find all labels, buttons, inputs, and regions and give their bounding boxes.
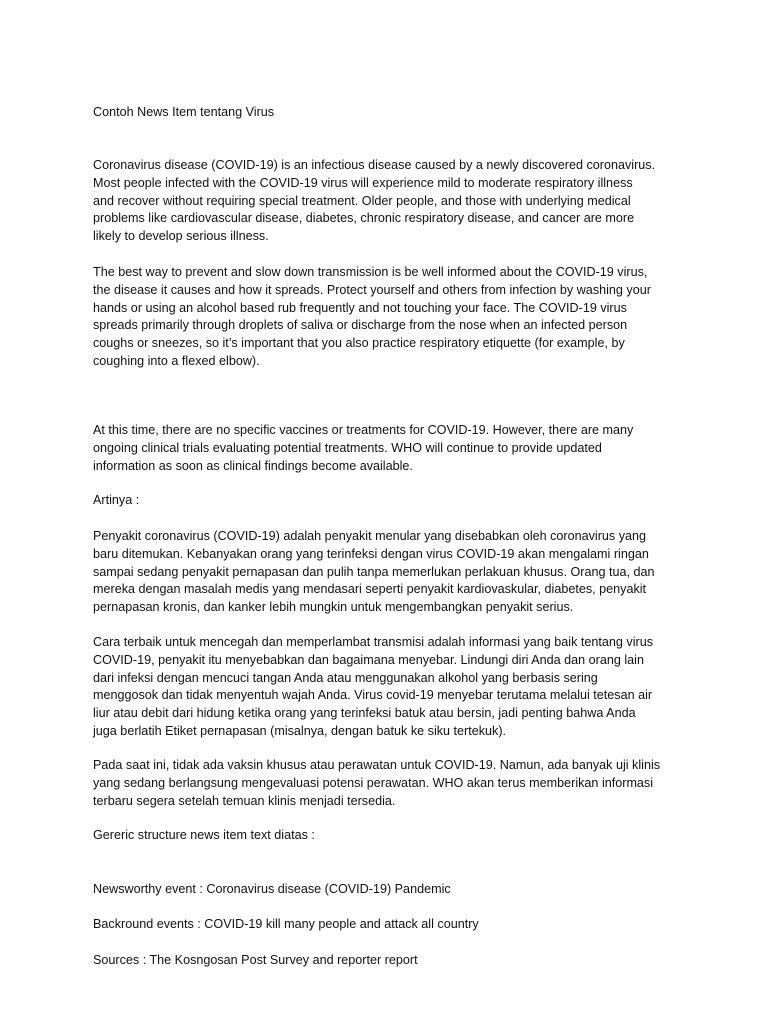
indonesian-paragraph-3: Pada saat ini, tidak ada vaksin khusus atau perawatan untuk COVID-19. Namun, ada banyak uji klinis yang sedang berlangsung mengevaluasi potensi perawatan. WHO akan terus memberikan informasi terbaru segera setelah temuan klinis menjadi tersedia. — [93, 758, 661, 808]
english-paragraph-1: Coronavirus disease (COVID-19) is an infectious disease caused by a newly discovered coronavirus. Most people infected with the COVID-19 virus will experience mild to moderate respiratory illness and recover without requiring special treatment. Older people, and those with underlying medical problems like cardiovascular disease, diabetes, chronic respiratory disease, and cancer are more likely to develop serious illness. — [93, 158, 656, 244]
structure-item-newsworthy-event: Newsworthy event : Coronavirus disease (COVID-19) Pandemic — [93, 881, 451, 896]
structure-item-sources: Sources : The Kosngosan Post Survey and reporter report — [93, 952, 418, 967]
structure-list — [93, 863, 683, 988]
english-paragraph-2: The best way to prevent and slow down transmission is be well informed about the COVID-19 virus, the disease it causes and how it spreads. Protect yourself and others from infection by washing your hands or using an alcohol based rub frequently and not touching your face. The COVID-19 virus spreads primarily through droplets of saliva or discharge from the nose when an infected person coughs or sneezes, so it’s important that you also practice respiratory etiquette (for example, by coughing into a flexed elbow). — [93, 265, 651, 368]
structure-item-background-events: Backround events : COVID-19 kill many people and attack all country — [93, 917, 479, 932]
indonesian-paragraph-1: Penyakit coronavirus (COVID-19) adalah penyakit menular yang disebabkan oleh coronavirus yang baru ditemukan. Kebanyakan orang yang terinfeksi dengan virus COVID-19 akan mengalami ringan sampai sedang penyakit pernapasan dan pulih tanpa memerlukan perlakuan khusus. Orang tua, dan mereka dengan masalah medis yang mendasari seperti penyakit kardiovaskular, diabetes, penyakit pernapasan kronis, dan kanker lebih mungkin untuk mengembangkan penyakit serius. — [93, 529, 655, 615]
english-paragraph-3: At this time, there are no specific vaccines or treatments for COVID-19. However, there are many ongoing clinical trials evaluating potential treatments. WHO will continue to provide updated information as soon as clinical findings become available. — [93, 423, 634, 473]
document-title: Contoh News Item tentang Virus — [93, 105, 275, 119]
structure-heading: Gereric structure news item text diatas : — [93, 828, 315, 842]
translation-heading: Artinya : — [93, 493, 140, 507]
indonesian-paragraph-2: Cara terbaik untuk mencegah dan memperlambat transmisi adalah informasi yang baik tentang virus COVID-19, penyakit itu menyebabkan dan bagaimana menyebar. Lindungi diri Anda dan orang lain dari infeksi dengan mencuci tangan Anda atau menggunakan alkohol yang berbasis sering menggosok dan tidak menyentuh wajah Anda. Virus covid-19 menyebar terutama melalui tetesan air liur atau debit dari hidung ketika orang yang terinfeksi batuk atau bersin, jadi penting bahwa Anda juga berlatih Etiket pernapasan (misalnya, dengan batuk ke siku tertekuk). — [93, 635, 654, 738]
